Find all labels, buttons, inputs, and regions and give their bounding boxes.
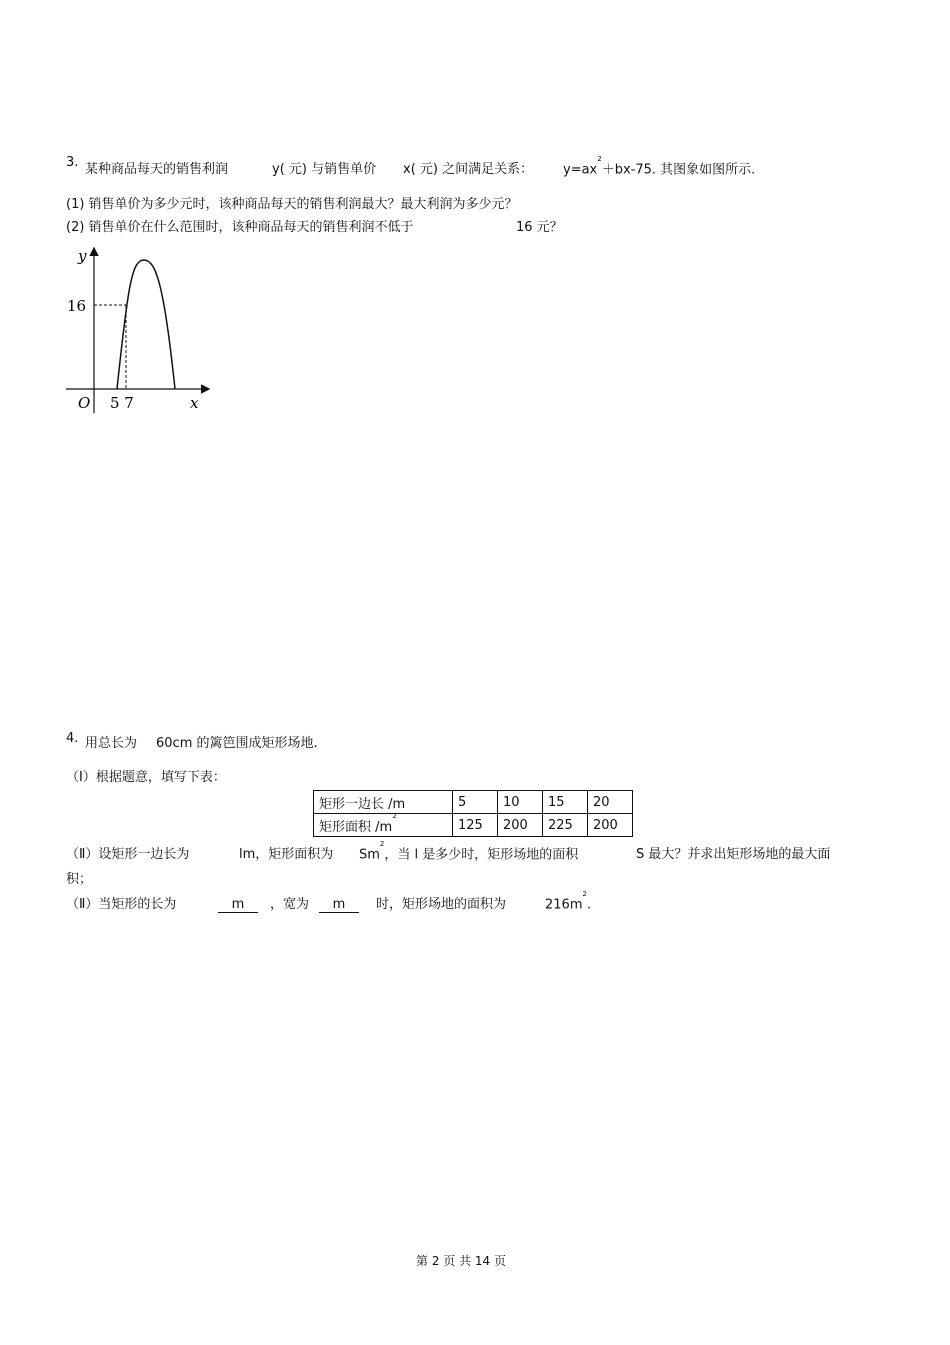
q3-formula bbox=[563, 155, 756, 178]
q3-part1: (1) 销售单价为多少元时，该种商品每天的销售利润最大？最大利润为多少元？ bbox=[66, 197, 518, 212]
q3-formula-b: ＋bx-75. bbox=[601, 162, 657, 178]
table-cell bbox=[314, 814, 453, 837]
q4-part3-d bbox=[545, 890, 592, 913]
q3-formula-sup: 2 bbox=[597, 155, 602, 163]
q4-part2-a: （Ⅱ）设矩形一边长为 bbox=[66, 847, 190, 862]
q4-stem-a: 用总长为 bbox=[85, 736, 138, 751]
table-row bbox=[314, 791, 633, 814]
x-axis-label: x bbox=[190, 394, 199, 412]
table-row bbox=[314, 814, 633, 837]
q4-part2-b: lm，矩形面积为 bbox=[239, 847, 334, 862]
q4-part3-d-sup: 2 bbox=[582, 890, 587, 898]
table-row2-label: 矩形面积 /m bbox=[319, 819, 393, 835]
table-cell: 200 bbox=[588, 814, 633, 837]
page-footer: 第 2 页 共 14 页 bbox=[416, 1254, 506, 1268]
q4-answer-blank-2 bbox=[319, 898, 359, 913]
q4-part3-c: 时，矩形场地的面积为 bbox=[376, 897, 507, 912]
q3-part2-a: (2) 销售单价在什么范围时，该种商品每天的销售利润不低于 bbox=[66, 220, 414, 235]
q4-part2-c-text: Sm bbox=[359, 847, 380, 863]
table-cell: 200 bbox=[498, 814, 543, 837]
table-row2-sup: 2 bbox=[392, 812, 397, 821]
q4-part2-c-sup: 2 bbox=[379, 840, 385, 848]
q3-stem-x: x( 元) 之间满足关系： bbox=[403, 162, 534, 177]
q4-part3-d-text: 216m bbox=[545, 897, 583, 913]
q3-parabola-graph bbox=[60, 245, 220, 415]
q4-part2-c bbox=[359, 840, 579, 863]
q4-part2-e: S 最大？并求出矩形场地的最大面 bbox=[636, 847, 831, 862]
y-tick-label: 16 bbox=[67, 297, 87, 315]
x-tick-labels: 5 7 bbox=[110, 394, 134, 412]
q4-part3-a: （Ⅱ）当矩形的长为 bbox=[66, 897, 177, 912]
q4-part3-e: . bbox=[586, 897, 592, 913]
table-cell: 225 bbox=[543, 814, 588, 837]
table-cell: 10 bbox=[498, 791, 543, 814]
q3-part2-b: 16 元？ bbox=[516, 220, 563, 235]
q3-number: 3. bbox=[66, 155, 79, 170]
table-cell: 矩形一边长 /m bbox=[314, 791, 453, 814]
q3-stem-y: y( 元) 与销售单价 bbox=[272, 162, 377, 177]
table-cell: 5 bbox=[453, 791, 498, 814]
q4-number: 4. bbox=[66, 731, 79, 746]
parabola-curve bbox=[117, 260, 175, 389]
table-cell: 20 bbox=[588, 791, 633, 814]
blank-2-unit: m bbox=[319, 898, 359, 913]
q4-part1: （Ⅰ）根据题意，填写下表： bbox=[66, 770, 226, 785]
q4-table bbox=[313, 790, 633, 837]
q3-stem-a: 某种商品每天的销售利润 bbox=[85, 162, 229, 177]
origin-label: O bbox=[78, 394, 91, 412]
q4-stem-b: 60cm 的篱笆围成矩形场地. bbox=[156, 736, 318, 751]
y-axis-label: y bbox=[78, 247, 87, 265]
table-cell: 125 bbox=[453, 814, 498, 837]
q4-part2-d: ，当 l 是多少时，矩形场地的面积 bbox=[384, 847, 579, 863]
q3-stem-end: 其图象如图所示. bbox=[660, 162, 756, 178]
table-cell: 15 bbox=[543, 791, 588, 814]
q3-formula-a: y=ax bbox=[563, 162, 598, 178]
q4-part2-f: 积； bbox=[66, 872, 93, 887]
blank-1-unit: m bbox=[218, 898, 258, 913]
q4-answer-blank-1 bbox=[218, 898, 258, 913]
q4-part3-b: ，宽为 bbox=[270, 897, 310, 912]
